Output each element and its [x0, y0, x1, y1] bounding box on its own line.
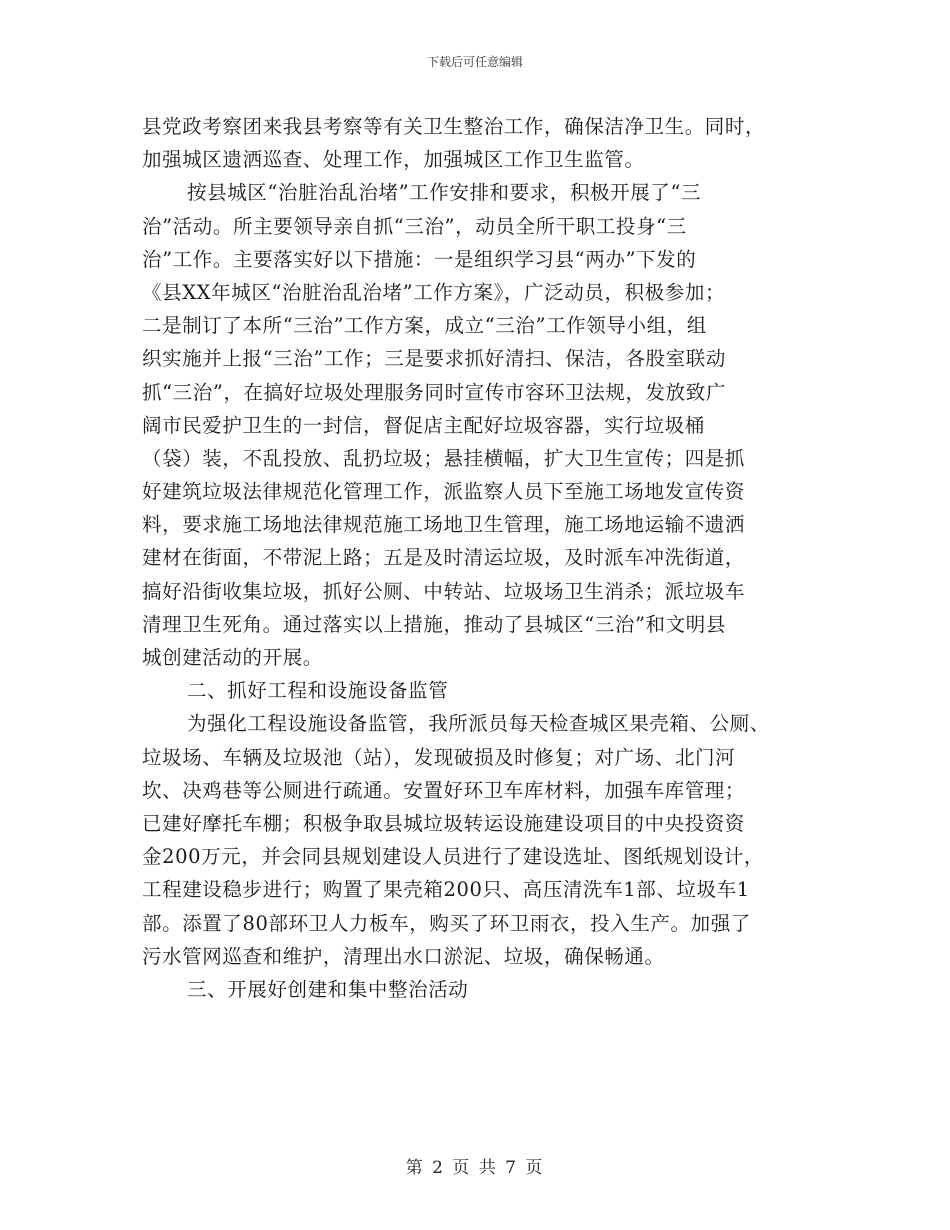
body-line: 垃圾场、车辆及垃圾池（站），发现破损及时修复；对广场、北门河: [142, 745, 736, 769]
body-line: 治”工作。主要落实好以下措施：一是组织学习县“两办”下发的: [142, 247, 697, 271]
body-line: 织实施并上报“三治”工作；三是要求抓好清扫、保洁，各股室联动: [142, 347, 726, 371]
body-line: 料，要求施工场地法律规范施工场地卫生管理，施工场地运输不遗洒: [142, 513, 746, 537]
body-line: （袋）装，不乱投放、乱扔垃圾；悬挂横幅，扩大卫生宣传；四是抓: [142, 446, 746, 470]
body-line: 二是制订了本所“三治”工作方案，成立“三治”工作领导小组，组: [142, 314, 707, 338]
body-line: 抓“三治”，在搞好垃圾处理服务同时宣传市容环卫法规，发放致广: [142, 380, 726, 404]
body-line: 城创建活动的开展。: [142, 646, 323, 669]
page-number: 第 2 页 共 7 页: [405, 1158, 545, 1178]
body-line: 好建筑垃圾法律规范化管理工作，派监察人员下至施工场地发宣传资: [142, 480, 746, 504]
body-line: 搞好沿街收集垃圾，抓好公厕、中转站、垃圾场卫生消杀；派垃圾车: [142, 579, 746, 603]
body-line: 金200万元，并会同县规划建设人员进行了建设选址、图纸规划设计，: [142, 845, 764, 869]
body-line: 阔市民爱护卫生的一封信，督促店主配好垃圾容器，实行垃圾桶: [142, 413, 705, 437]
paragraph-start: 按县城区“治脏治乱治堵”工作安排和要求，积极开展了“三: [187, 181, 702, 205]
body-line: 加强城区遗洒巡查、处理工作，加强城区工作卫生监管。: [142, 148, 645, 172]
section-heading: 三、开展好创建和集中整治活动: [187, 977, 469, 1001]
document-body: [142, 110, 822, 1006]
body-line: 治”活动。所主要领导亲自抓“三治”，动员全所干职工投身“三: [142, 214, 687, 238]
body-line: 工程建设稳步进行；购置了果壳箱200只、高压清洗车1部、垃圾车1: [142, 878, 750, 902]
paragraph-start: 为强化工程设施设备监管，我所派员每天检查城区果壳箱、公厕、: [187, 712, 770, 736]
body-line: 清理卫生死角。通过落实以上措施，推动了县城区“三治”和文明县: [142, 612, 726, 636]
body-line: 《县XX年城区“治脏治乱治堵”工作方案》，广泛动员，积极参加；: [142, 280, 726, 304]
body-line: 坎、决鸡巷等公厕进行疏通。安置好环卫车库材料，加强车库管理；: [142, 778, 746, 802]
body-line: 已建好摩托车棚；积极争取县城垃圾转运设施建设项目的中央投资资: [142, 811, 746, 835]
body-line: 污水管网巡查和维护，清理出水口淤泥、垃圾，确保畅通。: [142, 944, 665, 968]
body-line: 部。添置了80部环卫人力板车，购买了环卫雨衣，投入生产。加强了: [142, 911, 751, 935]
body-line: 建材在街面，不带泥上路；五是及时清运垃圾，及时派车冲洗街道，: [142, 546, 746, 570]
body-line: 县党政考察团来我县考察等有关卫生整治工作，确保洁净卫生。同时，: [142, 115, 766, 138]
page-header: 下载后可任意编辑: [426, 55, 523, 69]
section-heading: 二、抓好工程和设施设备监管: [187, 679, 449, 703]
